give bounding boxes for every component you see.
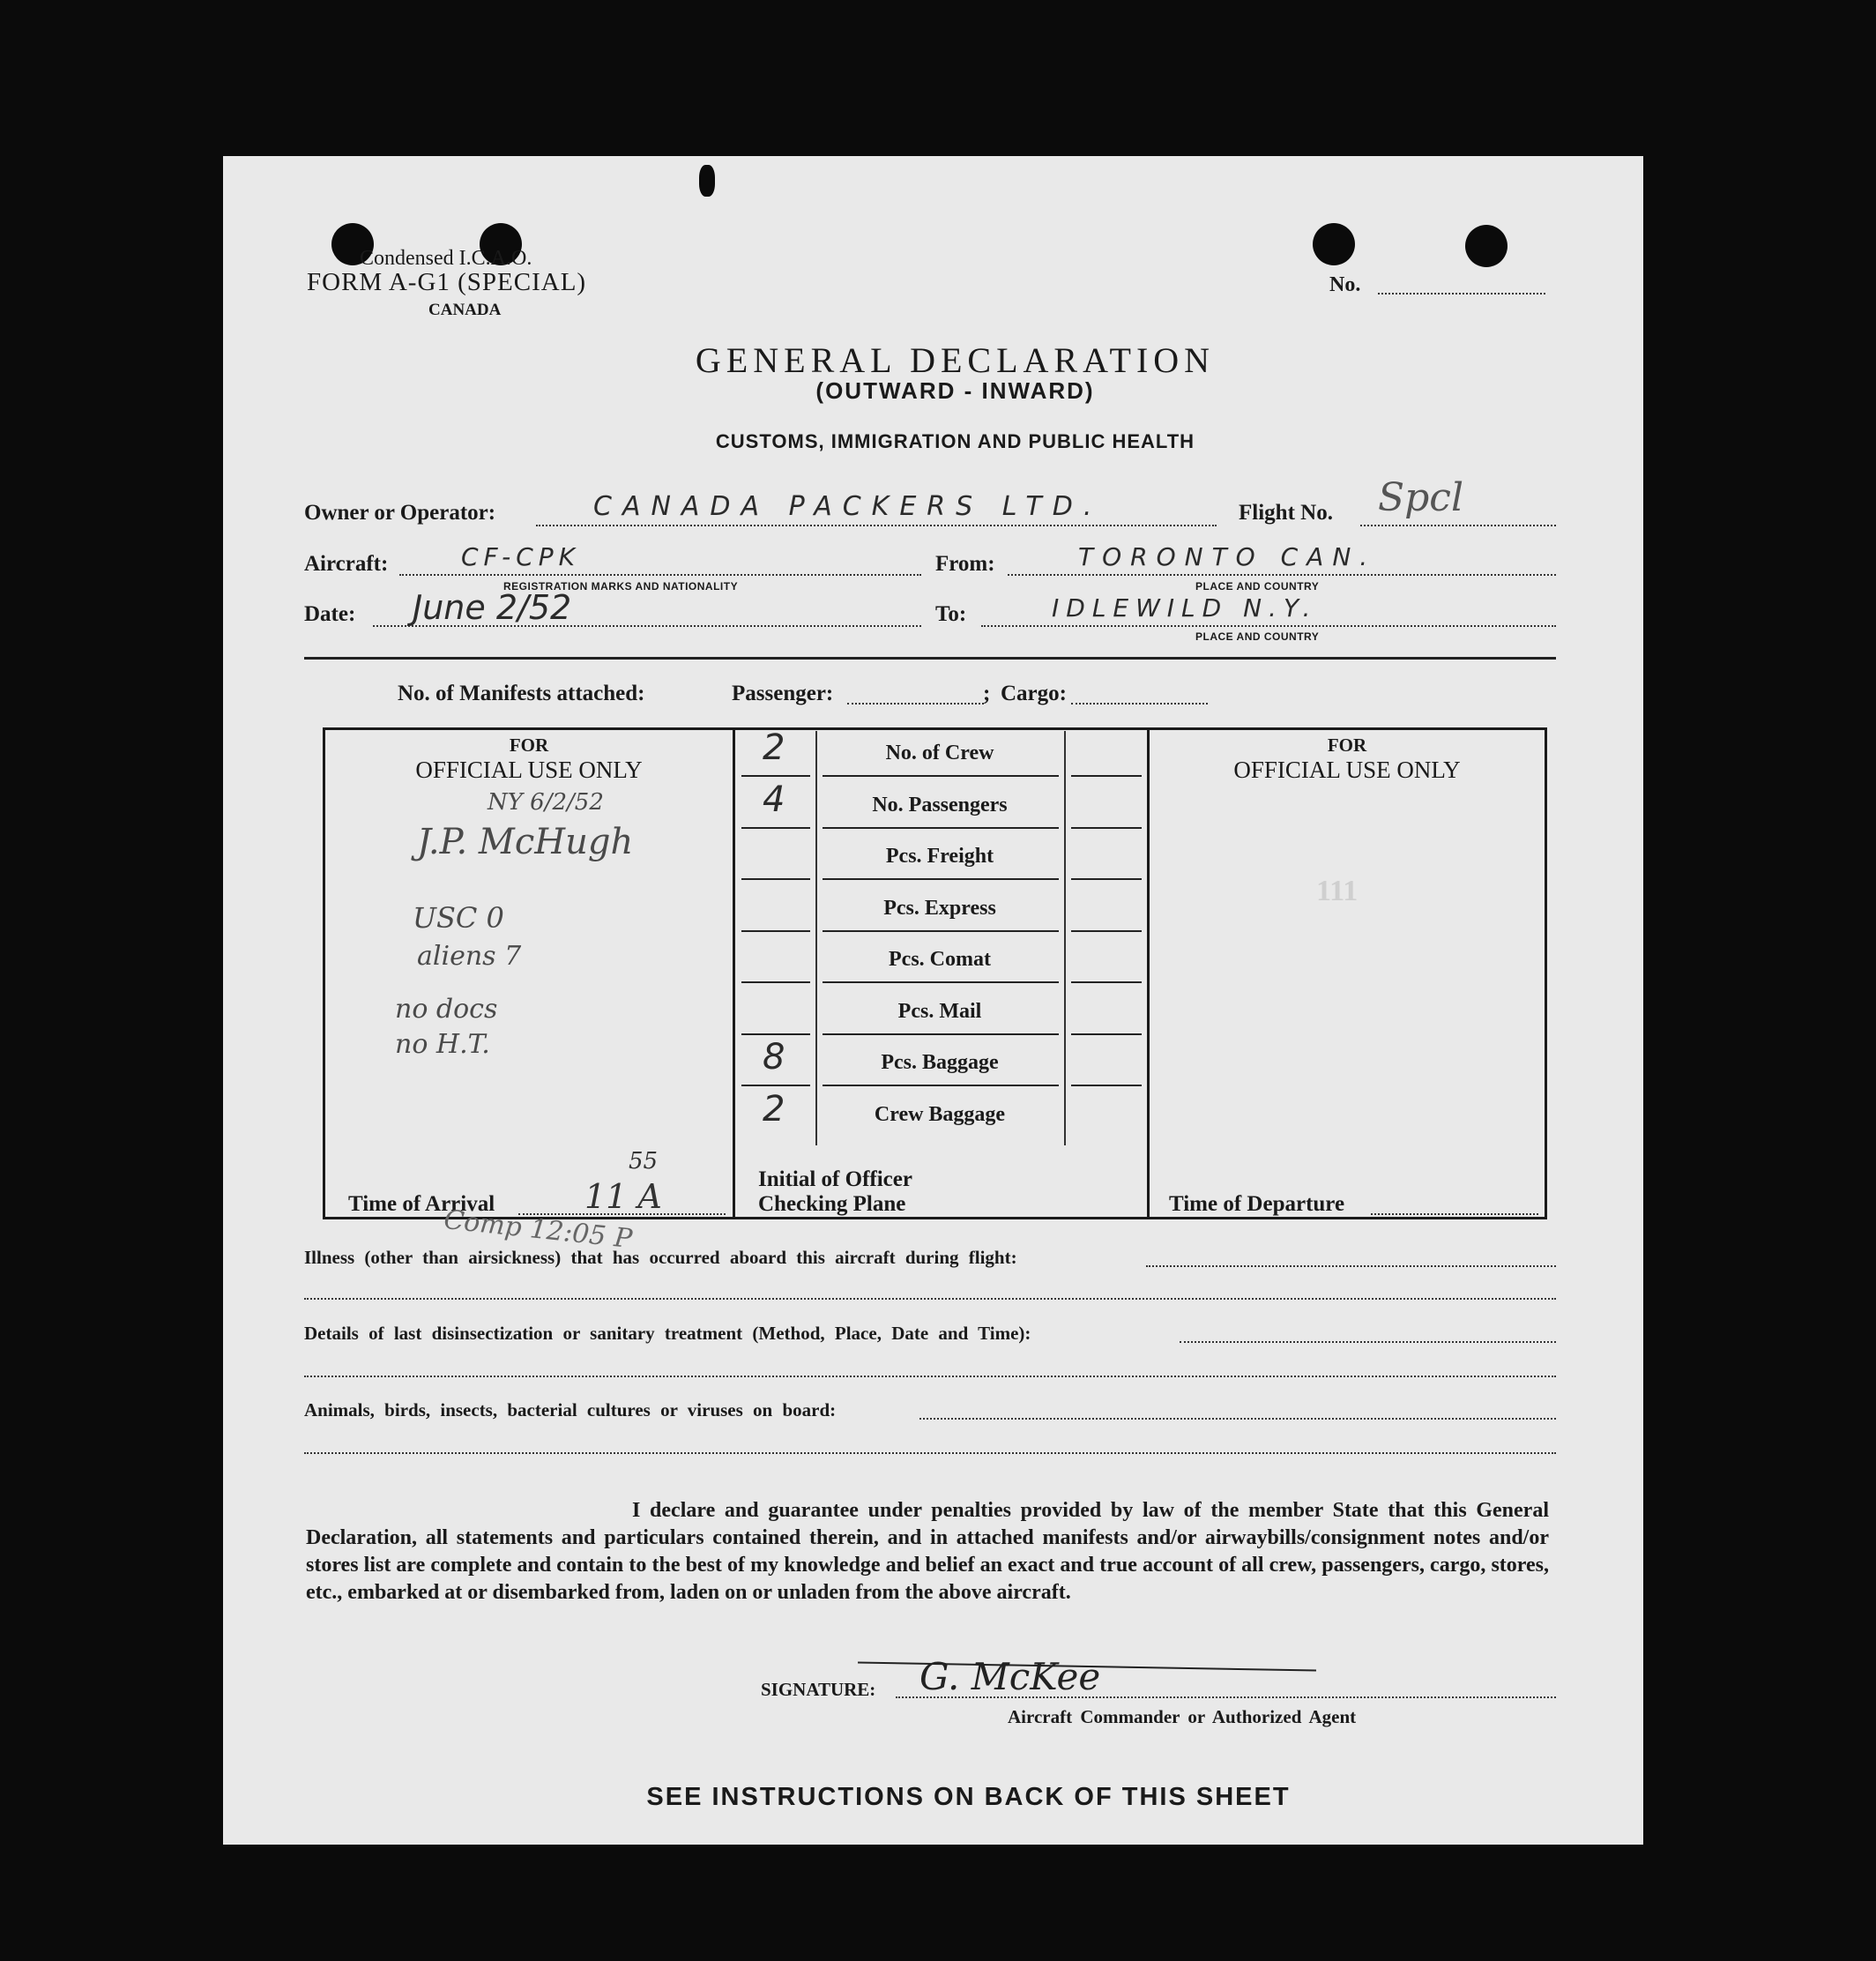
row-rule: [1071, 878, 1142, 880]
time-departure-label: Time of Departure: [1169, 1192, 1345, 1216]
row-rule: [741, 775, 810, 777]
passenger-manifest-field: [847, 703, 984, 705]
animals-field-2: [304, 1452, 1556, 1454]
passenger-manifest-label: Passenger:: [732, 682, 834, 705]
row-label: Pcs. Comat: [889, 948, 991, 971]
row-rule: [823, 1033, 1059, 1035]
animals-field: [919, 1418, 1556, 1420]
manifest-separator: ;: [983, 682, 991, 705]
value-column-line: [815, 731, 817, 1145]
owner-value: CANADA PACKERS LTD.: [593, 491, 1103, 522]
time-departure-field: [1371, 1213, 1538, 1215]
row-rule: [823, 878, 1059, 880]
row-label: Pcs. Freight: [885, 845, 994, 868]
form-line-3: CANADA: [428, 301, 502, 319]
official-note-ht: no H.T.: [395, 1029, 490, 1060]
declaration-form: [223, 156, 1643, 1845]
illness-question: Illness (other than airsickness) that has occurred aboard this aircraft during flight:: [304, 1247, 1017, 1268]
row-rule: [1071, 1033, 1142, 1035]
initial-officer-label-1: Initial of Officer: [758, 1167, 912, 1191]
row-label: Pcs. Express: [883, 896, 996, 920]
owner-field-line: [536, 525, 1217, 526]
cargo-manifest-label: Cargo:: [1001, 682, 1067, 705]
time-arrival-label: Time of Arrival: [348, 1192, 495, 1216]
row-rule: [823, 930, 1059, 932]
animals-question: Animals, birds, insects, bacterial cultures or viruses on board:: [304, 1399, 837, 1420]
form-title: GENERAL DECLARATION: [695, 340, 1216, 380]
time-arrival-minutes: 55: [629, 1148, 659, 1174]
punch-hole: [1313, 223, 1355, 265]
official-note-officer: J.P. McHugh: [417, 822, 634, 862]
form-number-label: No.: [1329, 273, 1361, 296]
from-value: TORONTO CAN.: [1078, 542, 1377, 571]
row-rule: [741, 1033, 810, 1035]
tear-mark: [699, 165, 715, 197]
row-label: No. of Crew: [885, 742, 994, 764]
row-rule: [741, 827, 810, 829]
punch-hole: [1465, 225, 1508, 267]
signature-value: G. McKee: [919, 1655, 1101, 1698]
to-caption: PLACE AND COUNTRY: [1195, 630, 1320, 643]
declaration-text: I declare and guarantee under penalties provided by law of the member State that this General Declaration, all statements and particulars contained therein, and in attached manifests and/or airwaybills/consignment notes and/or stores list are complete and contain to the best of my knowledge and belief an exact and true account of all crew, passengers, cargo, stores, etc., embarked at or disembarked from, laden on or unladen from the above aircraft.: [306, 1499, 1549, 1604]
row-rule: [741, 930, 810, 932]
official-note-usc: USC 0: [413, 901, 504, 935]
owner-label: Owner or Operator:: [304, 501, 496, 525]
row-rule: [823, 775, 1059, 777]
cargo-manifest-field: [1071, 703, 1208, 705]
row-rule: [1071, 775, 1142, 777]
flight-field-line: [1360, 525, 1556, 526]
aircraft-value: CF-CPK: [461, 542, 581, 571]
form-subtitle: (OUTWARD - INWARD): [815, 377, 1095, 404]
row-rule: [1071, 981, 1142, 983]
row-label: Pcs. Baggage: [881, 1051, 999, 1074]
time-arrival-value: 11 A: [584, 1177, 662, 1216]
row-rule: [741, 878, 810, 880]
row-rule: [1071, 827, 1142, 829]
header-divider: [304, 657, 1556, 660]
row-rule: [823, 1085, 1059, 1086]
official-note-date: NY 6/2/52: [488, 789, 604, 816]
to-label: To:: [935, 602, 967, 626]
extra-column-line: [1064, 731, 1066, 1145]
row-rule: [1071, 930, 1142, 932]
row-label: Pcs. Mail: [897, 999, 982, 1023]
left-official-label: OFFICIAL USE ONLY: [415, 757, 643, 783]
row-rule: [741, 981, 810, 983]
date-label: Date:: [304, 602, 356, 626]
signature-caption: Aircraft Commander or Authorized Agent: [1008, 1706, 1357, 1727]
row-rule: [1071, 1085, 1142, 1086]
form-number-field: [1378, 293, 1545, 295]
row-value: 8: [763, 1037, 785, 1077]
row-value: 2: [763, 727, 785, 768]
from-caption: PLACE AND COUNTRY: [1195, 580, 1320, 593]
left-for-label: FOR: [509, 734, 549, 756]
footer-instructions: SEE INSTRUCTIONS ON BACK OF THIS SHEET: [646, 1783, 1291, 1811]
row-value: 4: [763, 779, 785, 820]
illness-field-2: [304, 1298, 1556, 1300]
form-line-1: Condensed I.C.A.O.: [360, 247, 532, 270]
from-label: From:: [935, 552, 995, 576]
to-value: IDLEWILD N.Y.: [1052, 593, 1318, 623]
aircraft-field-line: [399, 574, 921, 576]
row-label: No. Passengers: [872, 793, 1008, 816]
form-subheading: CUSTOMS, IMMIGRATION AND PUBLIC HEALTH: [715, 430, 1195, 452]
row-rule: [823, 827, 1059, 829]
completion-note: Comp 12:05 P: [442, 1204, 634, 1256]
disinsect-field: [1180, 1341, 1556, 1343]
illness-field: [1146, 1265, 1556, 1267]
flight-value: Spcl: [1378, 475, 1464, 520]
initial-officer-label-2: Checking Plane: [758, 1192, 906, 1216]
table-divider-right: [1147, 727, 1150, 1219]
disinsect-question: Details of last disinsectization or sanitary treatment (Method, Place, Date and Time):: [304, 1323, 1031, 1344]
official-note-aliens: aliens 7: [417, 941, 522, 972]
faint-stamp-mark: 111: [1316, 875, 1359, 907]
right-official-label: OFFICIAL USE ONLY: [1233, 757, 1461, 783]
disinsect-field-2: [304, 1376, 1556, 1377]
aircraft-label: Aircraft:: [304, 552, 389, 576]
table-divider-left: [733, 727, 735, 1219]
from-field-line: [1008, 574, 1556, 576]
to-field-line: [981, 625, 1556, 627]
flight-label: Flight No.: [1239, 501, 1333, 525]
right-for-label: FOR: [1327, 734, 1367, 756]
aircraft-caption: REGISTRATION MARKS AND NATIONALITY: [503, 580, 739, 593]
date-value: June 2/52: [413, 588, 572, 627]
row-rule: [823, 981, 1059, 983]
manifests-label: No. of Manifests attached:: [398, 682, 645, 705]
official-note-docs: no docs: [395, 994, 498, 1025]
row-label: Crew Baggage: [874, 1102, 1006, 1126]
row-rule: [741, 1085, 810, 1086]
row-value: 2: [763, 1088, 785, 1130]
signature-label: SIGNATURE:: [761, 1679, 876, 1700]
form-line-2: FORM A-G1 (SPECIAL): [307, 268, 587, 296]
